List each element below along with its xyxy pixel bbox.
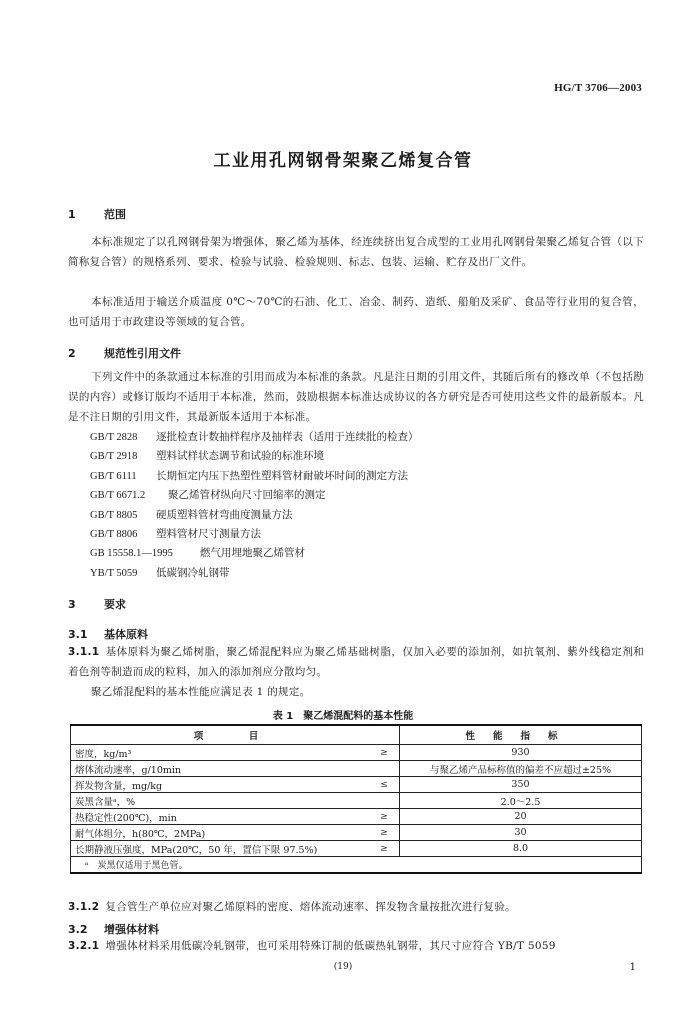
section-title: 要求 [104,598,126,611]
reference-code: YB/T 5059 [90,567,138,579]
row-item: 耐气体组分，h(80℃，2MPa) [71,825,370,841]
row-value: 350 [400,777,642,793]
section-1-paragraph-1: 本标准规定了以孔网钢骨架为增强体，聚乙烯为基体，经连续挤出复合成型的工业用孔网钢骨架聚乙烯复合管（以下简称复合管）的规格系列、要求、检验与试验、检验规则、标志、包装、运输、贮存及出厂文件。 [68,236,644,269]
table-row [71,809,642,825]
row-value: 30 [400,825,642,841]
row-comparator: ≤ [369,777,400,793]
section-title: 基体原料 [104,628,148,641]
table-title: 聚乙烯混配料的基本性能 [303,711,414,722]
footer-sequence-number: (19) [333,962,353,972]
clause-text: 复合管生产单位应对聚乙烯原料的密度、熔体流动速率、挥发物含量按批次进行复验。 [105,901,516,913]
reference-code: GB/T 2918 [90,451,138,463]
section-3-1-heading [68,626,148,642]
header-value: 性能指标 [400,725,642,745]
reference-title: 塑料管材尺寸测量方法 [156,528,261,541]
reference-code: GB/T 2828 [90,432,138,443]
table-row [71,777,642,793]
row-comparator: ≥ [369,841,400,857]
properties-table [70,724,642,874]
table-row [71,745,642,761]
table-label: 表 1 [272,711,294,722]
reference-item [90,544,419,563]
section-2-paragraph: 下列文件中的条款通过本标准的引用而成为本标准的条款。凡是注日期的引用文件，其随后所有的修改单（不包括勘误的内容）或修订版均不适用于本标准，然而，鼓励根据本标准达成协议的各方研究是否可使用这些文件的最新版本。凡是不注日期的引用文件，其最新版本适用于本标准。 [68,371,644,424]
reference-code: GB/T 8806 [90,529,138,541]
table-row [71,825,642,841]
row-comparator: ≥ [369,809,400,825]
clause-3-1-1 [68,642,644,682]
row-item: 长期静液压强度，MPa(20℃，50 年，置信下限 97.5%) [71,841,370,857]
section-2-heading [68,345,181,361]
row-comparator [369,761,400,777]
section-1-heading [68,206,126,222]
table-row [71,793,642,809]
page-number: 1 [629,962,636,973]
clause-number: 3.1.1 [68,646,100,658]
row-value: 20 [400,809,642,825]
reference-code: GB/T 6111 [90,470,137,482]
table-caption [0,707,686,722]
section-number: 3 [68,598,76,611]
table-note-row [71,857,642,874]
row-value: 与聚乙烯产品标称值的偏差不应超过±25% [400,761,642,777]
reference-title: 低碳钢冷轧钢带 [156,566,230,579]
row-item: 熔体流动速率，g/10min [71,761,370,777]
clause-3-1-2 [68,897,644,917]
reference-item [90,447,419,466]
section-number: 3.1 [68,628,88,641]
row-comparator [369,793,400,809]
table-row [71,761,642,777]
clause-3-2-1 [68,936,644,956]
section-number: 3.2 [68,923,88,936]
reference-title: 硬质塑料管材弯曲度测量方法 [156,508,293,521]
row-item: 热稳定性(200℃)，min [71,809,370,825]
reference-item [90,525,419,544]
row-item: 炭黑含量ᵃ，% [71,793,370,809]
reference-title: 聚乙烯管材纵向尺寸回缩率的测定 [168,489,326,502]
reference-item [90,486,419,505]
reference-title: 逐批检查计数抽样程序及抽样表（适用于连续批的检查） [156,431,419,443]
reference-code: GB/T 6671.2 [90,490,146,502]
reference-title: 燃气用埋地聚乙烯管材 [200,547,305,560]
reference-title: 塑料试样状态调节和试验的标准环境 [156,450,324,463]
reference-code: GB/T 8805 [90,509,138,521]
reference-title: 长期恒定内压下热塑性塑料管材耐破坏时间的测定方法 [156,469,408,482]
section-title: 规范性引用文件 [104,347,181,360]
section-3-2-heading [68,921,159,937]
header-item: 项 目 [71,725,400,745]
table-header-row [71,725,642,745]
row-value: 2.0～2.5 [400,793,642,809]
reference-item [90,428,419,447]
section-number: 2 [68,347,76,360]
section-title: 增强体材料 [104,923,159,936]
row-value: 930 [400,745,642,761]
clause-number: 3.1.2 [68,901,100,913]
row-comparator: ≥ [369,825,400,841]
clause-text: 增强体材料采用低碳冷轧钢带，也可采用特殊订制的低碳热轧钢带，其尺寸应符合 YB/T 5059 [105,940,556,952]
section-3-heading [68,596,126,612]
normative-references-list [90,428,419,583]
clause-number: 3.2.1 [68,940,100,952]
reference-code: GB 15558.1—1995 [90,548,173,560]
row-value: 8.0 [400,841,642,857]
section-number: 1 [68,208,76,221]
reference-item [90,467,419,486]
table-footnote: ᵃ 炭黑仅适用于黑色管。 [71,857,642,874]
reference-item [90,506,419,525]
table-row [71,841,642,857]
section-1-paragraph-2: 本标准适用于输送介质温度 0℃～70℃的石油、化工、冶金、制药、造纸、船舶及采矿、食品等行业用的复合管，也可适用于市政建设等领域的复合管。 [68,296,644,329]
row-item: 密度，kg/m³ [71,745,370,761]
row-item: 挥发物含量，mg/kg [71,777,370,793]
section-title: 范围 [104,208,126,221]
standard-code: HG/T 3706—2003 [554,82,642,94]
clause-text: 基体原料为聚乙烯树脂，聚乙烯混配料应为聚乙烯基础树脂，仅加入必要的添加剂，如抗氧剂、紫外线稳定剂和着色剂等制造而成的粒料，加入的添加剂应分散均匀。 [68,646,644,679]
reference-item [90,564,419,583]
section-3-1-paragraph: 聚乙烯混配料的基本性能应满足表 1 的规定。 [91,686,311,698]
row-comparator: ≥ [369,745,400,761]
document-title: 工业用孔网钢骨架聚乙烯复合管 [213,151,473,171]
